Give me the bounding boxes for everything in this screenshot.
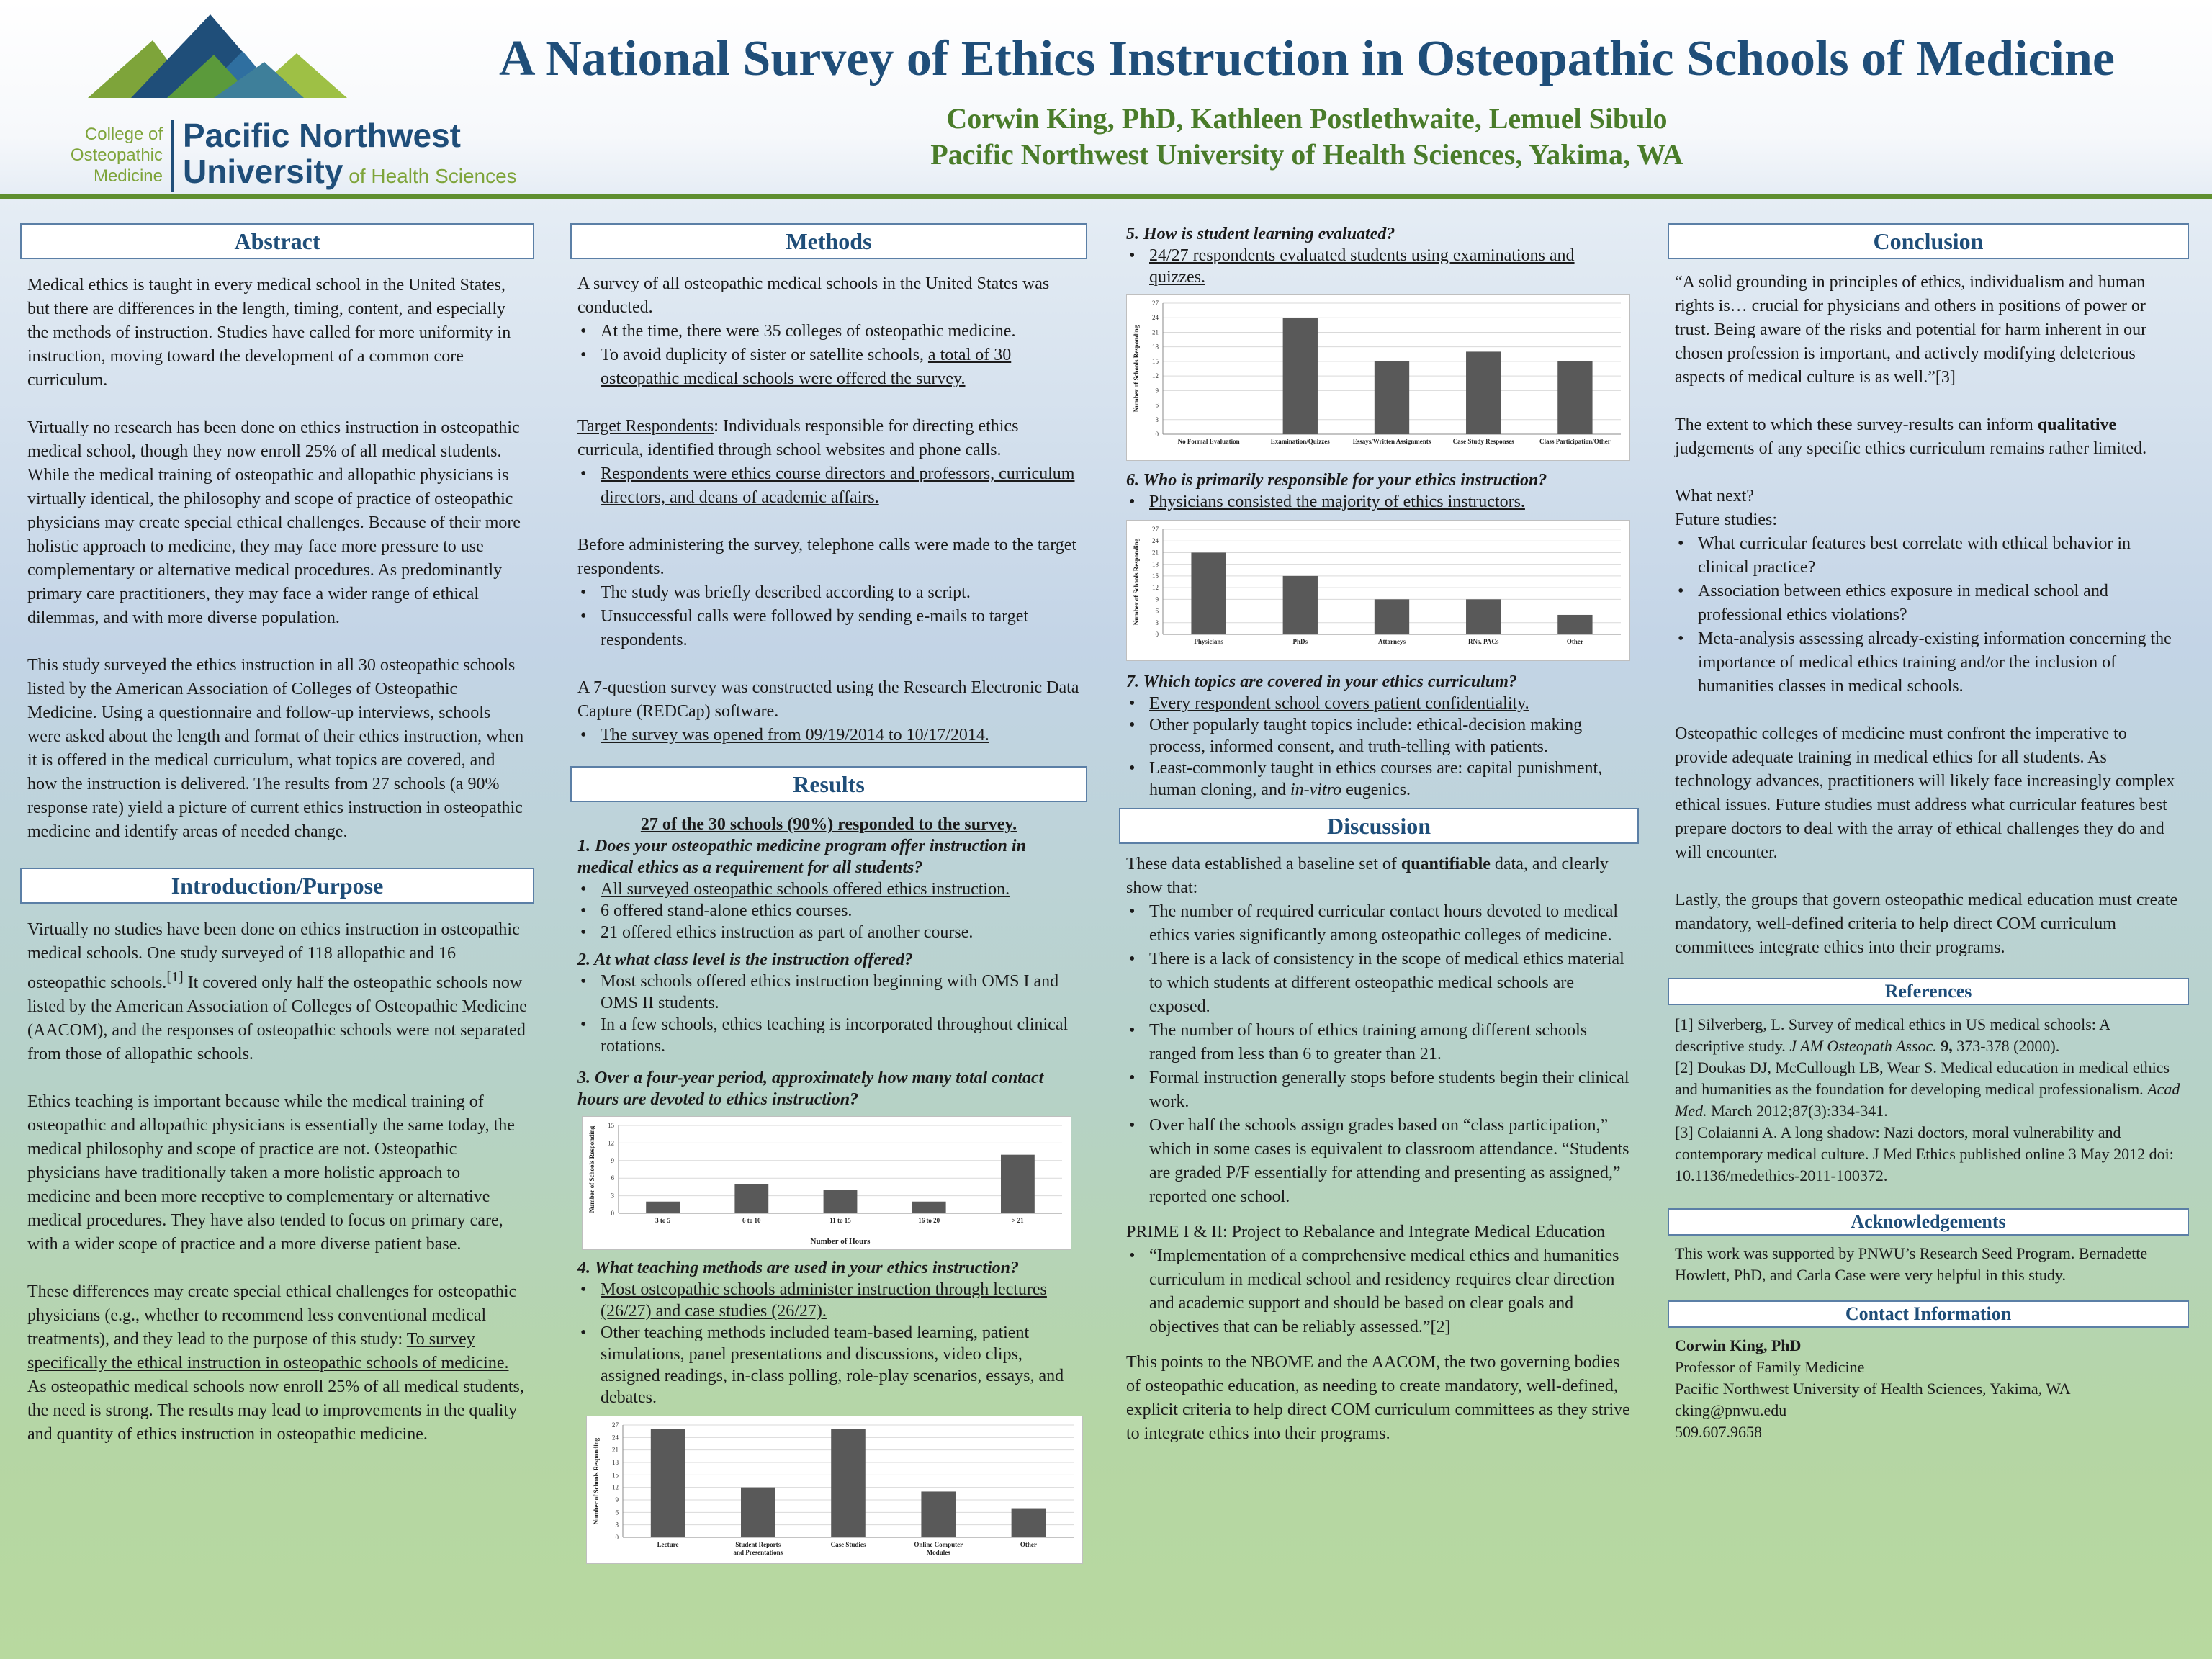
bar	[1001, 1155, 1035, 1213]
y-tick-label: 0	[1155, 631, 1159, 638]
x-tick-label: Other	[1566, 638, 1583, 645]
conclusion-next: What next?	[1675, 487, 1754, 505]
x-tick-label: Online Computer	[914, 1541, 963, 1548]
y-tick-label: 15	[608, 1122, 614, 1129]
y-tick-label: 21	[1152, 328, 1159, 336]
bar	[921, 1491, 956, 1537]
x-tick-label: Case Studies	[830, 1541, 866, 1548]
future-study-bullet: • Association between ethics exposure in medical school and professional ethics violations?	[1675, 580, 2182, 627]
logo-name-line1: Pacific Northwest	[183, 117, 461, 154]
y-tick-label: 0	[1155, 431, 1159, 438]
results-list	[1126, 245, 1632, 288]
discussion-body	[1119, 853, 1639, 1446]
question-7: 7. Which topics are covered in your ethics curriculum?	[1126, 673, 1517, 691]
conclusion-quote: “A solid grounding in principles of ethics, individualism and human rights is… crucial for physicians and others in positions of power or trust. Being aware of the risks and potential for harm inherent in our chosen profession is important, and actively modifying deleterious aspects of medical culture is as well.”[3]	[1675, 273, 2147, 387]
abstract-heading: Abstract	[20, 223, 534, 259]
future-study-bullet: • What curricular features best correlate with ethical behavior in clinical practice?	[1675, 532, 2182, 580]
y-tick-label: 6	[615, 1509, 619, 1516]
y-tick-label: 12	[608, 1139, 614, 1147]
citation-marker: [1]	[166, 969, 184, 985]
discussion-heading: Discussion	[1119, 808, 1639, 844]
methods-list	[577, 462, 1080, 510]
teaching-methods-chart	[586, 1416, 1083, 1564]
y-tick-label: 18	[1152, 560, 1159, 568]
results-list	[1126, 693, 1632, 801]
x-tick-label: Examination/Quizzes	[1270, 438, 1330, 445]
logo-university-word: University	[183, 153, 343, 190]
results-bullet: • Other teaching methods included team-based learning, patient simulations, panel presentations and discussions, video clips, assigned readings, in-class polling, role-play scenarios, essays, and debates.	[577, 1322, 1080, 1408]
discussion-bullet: • The number of hours of ethics training among different schools ranged from less than 6 to greater than 21.	[1126, 1019, 1632, 1066]
y-tick-label: 15	[1152, 572, 1159, 580]
bar	[1375, 361, 1409, 434]
bar	[912, 1202, 946, 1213]
poster-authors	[648, 101, 1966, 173]
intro-paragraph: Ethics teaching is important because while the medical training of osteopathic and allopathic physicians is essentially the same today, the medical philosophy and scope of practice are not. Osteopathic physicians have traditionally taken a more holistic approach to medicine and been more receptive to complementary or alternative medical procedures. They have also tended to focus on primary care, with a wider scope of practice and a more diverse patient base.	[27, 1092, 515, 1254]
question-2: 2. At what class level is the instruction offered?	[577, 950, 914, 969]
y-tick-label: 12	[612, 1483, 619, 1491]
column-1	[20, 223, 534, 1470]
study-purpose: To survey specifically the ethical instruction in osteopathic schools of medicine.	[27, 1330, 509, 1372]
question-3: 3. Over a four-year period, approximately how many total contact hours are devoted to ethics instruction?	[577, 1069, 1044, 1109]
reference-text: 373-378 (2000).	[1952, 1037, 2060, 1055]
bar	[1012, 1509, 1046, 1537]
y-tick-label: 12	[1152, 372, 1159, 380]
y-tick-label: 24	[1152, 314, 1159, 322]
conclusion-future: Future studies:	[1675, 511, 1777, 529]
question-1: 1. Does your osteopathic medicine program offer instruction in medical ethics as a requirement for all students?	[577, 837, 1026, 877]
discussion-list	[1126, 900, 1632, 1209]
methods-bullet: • At the time, there were 35 colleges of osteopathic medicine.	[577, 320, 1080, 343]
logo-name-line2	[183, 153, 517, 199]
discussion-bullet: • Over half the schools assign grades based on “class participation,” which in some cases is equivalent to classroom attendance. “Students are graded P/F essentially for attending and presenting as assigned,” reported one school.	[1126, 1114, 1632, 1209]
x-tick-label: Modules	[926, 1549, 950, 1556]
discussion-bold: quantifiable	[1401, 855, 1491, 873]
x-tick-label: Student Reports	[735, 1541, 781, 1548]
conclusion-paragraph: Osteopathic colleges of medicine must confront the imperative to provide adequate training in medical ethics for all students. As technology advances, practitioners will likely face increasingly complex ethical issues. Future studies must address what curricular features best prepare doctors to deal with the array of ethical challenges they do and will encounter.	[1675, 724, 2175, 862]
target-label: Target Respondents	[577, 417, 714, 436]
target-respondents	[577, 415, 1080, 462]
results-list	[577, 1279, 1080, 1408]
y-tick-label: 9	[615, 1496, 619, 1503]
abstract-paragraph: Medical ethics is taught in every medical school in the United States, but there are differences in the length, timing, content, and especially the methods of instruction. Studies have called for more uniformity in instruction, moving toward the development of a common core curriculum.	[27, 276, 511, 390]
results-bullet: • 24/27 respondents evaluated students using examinations and quizzes.	[1126, 245, 1632, 288]
bar	[1466, 599, 1501, 634]
logo-college-line: Medicine	[93, 166, 163, 186]
y-tick-label: 9	[1155, 387, 1159, 395]
conclusion-text: The extent to which these survey-results can inform	[1675, 415, 2038, 434]
y-tick-label: 9	[1155, 595, 1159, 603]
reference-volume: 9,	[1936, 1037, 1953, 1055]
discussion-bullet: • “Implementation of a comprehensive medical ethics and humanities curriculum in medical school and residency requires clear direction and academic support and should be based on clear goals and objectives that can be reliably assessed.”[2]	[1126, 1244, 1632, 1339]
future-studies-list	[1675, 532, 2182, 698]
bar-chart-hours	[583, 1117, 1071, 1249]
discussion-bullet: • The number of required curricular contact hours devoted to medical ethics varies significantly among osteopathic colleges of medicine.	[1126, 900, 1632, 948]
y-tick-label: 6	[1155, 607, 1159, 615]
methods-body	[570, 272, 1087, 747]
methods-paragraph: Before administering the survey, telephone calls were made to the target respondents.	[577, 536, 1077, 578]
reference-journal: J AM Osteopath Assoc.	[1789, 1037, 1937, 1055]
conclusion-text: judgements of any specific ethics curriculum remains rather limited.	[1675, 439, 2147, 458]
contact-body	[1668, 1335, 2189, 1443]
x-tick-label: > 21	[1012, 1217, 1024, 1224]
evaluation-chart	[1126, 294, 1630, 461]
bar	[1466, 351, 1501, 434]
methods-intro: A survey of all osteopathic medical schools in the United States was conducted.	[577, 274, 1050, 317]
methods-bullet: • Respondents were ethics course directors and professors, curriculum directors, and deans of academic affairs.	[577, 462, 1080, 510]
bar-chart-instructors	[1127, 521, 1629, 660]
logo-college-line: College of	[84, 125, 163, 144]
discussion-paragraph: PRIME I & II: Project to Rebalance and Integrate Medical Education	[1126, 1223, 1606, 1241]
bar	[831, 1429, 866, 1537]
methods-list	[577, 581, 1080, 652]
y-tick-label: 3	[611, 1192, 614, 1200]
results-bullet: • Other popularly taught topics include: ethical-decision making process, informed consent, and truth-telling with patients.	[1126, 714, 1632, 757]
instructors-chart	[1126, 520, 1630, 661]
y-axis-label: Number of Schools Responding	[593, 1437, 600, 1525]
reference-journal: Acad Med.	[1675, 1080, 2180, 1120]
column-2	[570, 223, 1087, 1564]
logo-college-text	[55, 124, 163, 186]
reference-1	[1675, 1014, 2182, 1057]
results-list	[1126, 491, 1632, 513]
bar	[646, 1202, 680, 1213]
response-rate: 27 of the 30 schools (90%) responded to the survey.	[640, 815, 1017, 834]
conclusion-heading: Conclusion	[1668, 223, 2189, 259]
contact-organization: Pacific Northwest University of Health Sciences, Yakima, WA	[1675, 1380, 2071, 1398]
y-tick-label: 6	[1155, 401, 1159, 409]
methods-list	[577, 724, 1080, 747]
discussion-text: These data established a baseline set of	[1126, 855, 1401, 873]
methods-bullet	[577, 343, 1080, 391]
y-axis-label: Number of Schools Responding	[588, 1125, 595, 1213]
bar	[1375, 599, 1409, 634]
x-tick-label: Lecture	[657, 1541, 679, 1548]
results-bullet	[1126, 757, 1632, 801]
methods-bullet: • The study was briefly described according to a script.	[577, 581, 1080, 605]
x-tick-label: Class Participation/Other	[1539, 438, 1611, 445]
introduction-body	[20, 918, 534, 1447]
y-tick-label: 0	[615, 1534, 619, 1541]
introduction-heading: Introduction/Purpose	[20, 868, 534, 904]
bar	[1283, 318, 1318, 434]
discussion-text: data, and clearly show that:	[1126, 855, 1609, 897]
y-tick-label: 21	[1152, 549, 1159, 557]
conclusion-bold: qualitative	[2037, 415, 2117, 434]
results-list	[577, 971, 1080, 1057]
x-tick-label: Case Study Responses	[1452, 438, 1514, 445]
y-tick-label: 21	[612, 1446, 619, 1454]
y-tick-label: 3	[1155, 415, 1159, 423]
future-study-bullet: • Meta-analysis assessing already-existing information concerning the importance of medical ethics training and/or the inclusion of humanities classes in medical schools.	[1675, 627, 2182, 698]
column-4	[1668, 223, 2189, 1443]
y-tick-label: 12	[1152, 584, 1159, 592]
methods-list	[577, 320, 1080, 391]
mountains-logo-icon	[88, 12, 347, 105]
reference-text: [2] Doukas DJ, McCullough LB, Wear S. Medical education in medical ethics and humanities as the foundation for developing medical professionalism.	[1675, 1058, 2170, 1098]
target-text: : Individuals responsible for directing ethics curricula, identified through school websites and phone calls.	[577, 417, 1019, 459]
results-italic: in-vitro	[1290, 781, 1342, 799]
y-tick-label: 27	[612, 1421, 619, 1429]
abstract-paragraph: Virtually no research has been done on ethics instruction in osteopathic medical school, though they now enroll 25% of all medical students. While the medical training of osteopathic and allopathic physicians is virtually identical, the philosophy and scope of practice of osteopathic physicians may create special ethical challenges. Because of their more holistic approach to medicine, they may face more pressure to use complementary or alternative medical procedures. As predominantly primary care practitioners, they may face a wider range of ethical dilemmas, and with more diverse population.	[27, 418, 521, 627]
bar	[824, 1190, 858, 1213]
y-tick-label: 6	[611, 1174, 614, 1182]
conclusion-paragraph: Lastly, the groups that govern osteopathic medical education must create mandatory, well-defined criteria to help direct COM curriculum committees integrate ethics into their programs.	[1675, 891, 2178, 957]
results-text: eugenics.	[1341, 781, 1411, 799]
acknowledgements-heading: Acknowledgements	[1668, 1208, 2189, 1236]
reference-text: [1] Silverberg, L. Survey of medical ethics in US medical schools: A descriptive study.	[1675, 1015, 2110, 1055]
y-tick-label: 18	[1152, 343, 1159, 351]
y-tick-label: 24	[612, 1434, 619, 1442]
y-tick-label: 0	[611, 1210, 614, 1217]
results-bullet: • Most schools offered ethics instruction beginning with OMS I and OMS II students.	[577, 971, 1080, 1014]
y-tick-label: 24	[1152, 537, 1159, 545]
question-6: 6. Who is primarily responsible for your ethics instruction?	[1126, 471, 1547, 490]
intro-text: These differences may create special ethical challenges for osteopathic physicians (e.g., whether to recommend less conventional medical treatments), and they lead to the purpose of this study:	[27, 1282, 517, 1349]
poster-title: A National Survey of Ethics Instruction in Osteopathic Schools of Medicine	[499, 31, 2115, 86]
bar	[741, 1488, 775, 1537]
author-names: Corwin King, PhD, Kathleen Postlethwaite, Lemuel Sibulo	[946, 102, 1668, 135]
y-axis-label: Number of Schools Responding	[1133, 538, 1140, 626]
column-3	[1119, 223, 1639, 1446]
question-4: 4. What teaching methods are used in your ethics instruction?	[577, 1259, 1019, 1277]
results-continued	[1119, 223, 1639, 801]
conclusion-paragraph	[1675, 413, 2182, 461]
bar	[734, 1184, 768, 1213]
methods-bullet: • Unsuccessful calls were followed by sending e-mails to target respondents.	[577, 605, 1080, 652]
x-tick-label: RNs, PACs	[1468, 638, 1499, 645]
results-bullet: • 21 offered ethics instruction as part of another course.	[577, 922, 1080, 943]
y-tick-label: 3	[615, 1521, 619, 1529]
x-tick-label: and Presentations	[733, 1549, 783, 1556]
contact-hours-chart	[582, 1116, 1071, 1250]
x-tick-label: Attorneys	[1378, 638, 1406, 645]
x-tick-label: Physicians	[1194, 638, 1223, 645]
discussion-list	[1126, 1244, 1632, 1339]
intro-text: Virtually no studies have been done on ethics instruction in osteopathic medical schools. One study surveyed of 118 allopathic and 16 osteopathic schools.	[27, 920, 520, 992]
abstract-paragraph: This study surveyed the ethics instruction in all 30 osteopathic schools listed by the American Association of Colleges of Osteopathic Medicine. Using a questionnaire and follow-up interviews, schools were asked about the length and format of their ethics instruction, when it is offered in the medical curriculum, what topics are covered, and how the instruction is delivered. The results from 27 schools (a 90% response rate) yield a picture of current ethics instruction in osteopathic medicine and identify areas of needed change.	[27, 656, 524, 841]
methods-paragraph: A 7-question survey was constructed using the Research Electronic Data Capture (REDCap) software.	[577, 678, 1079, 721]
x-tick-label: Essays/Written Assignments	[1352, 438, 1431, 445]
x-tick-label: 6 to 10	[742, 1217, 761, 1224]
bar	[1283, 576, 1318, 634]
x-tick-label: 16 to 20	[918, 1217, 940, 1224]
y-tick-label: 3	[1155, 619, 1159, 626]
bar	[651, 1429, 685, 1537]
results-bullet: • All surveyed osteopathic schools offered ethics instruction.	[577, 878, 1080, 900]
acknowledgements-body: This work was supported by PNWU’s Research Seed Program. Bernadette Howlett, PhD, and Carla Case were very helpful in this study.	[1675, 1244, 2148, 1284]
x-axis-label: Number of Hours	[810, 1237, 871, 1246]
x-tick-label: PhDs	[1292, 638, 1308, 645]
methods-emphasis: a total of 30 osteopathic medical schools were offered the survey.	[601, 346, 1012, 388]
question-5: 5. How is student learning evaluated?	[1126, 225, 1395, 243]
logo-divider	[171, 120, 174, 192]
y-tick-label: 27	[1152, 300, 1159, 307]
discussion-intro	[1126, 853, 1632, 900]
discussion-bullet: • There is a lack of consistency in the scope of medical ethics material to which students at different osteopathic medical schools are exposed.	[1126, 948, 1632, 1019]
results-list	[577, 878, 1080, 943]
discussion-paragraph: This points to the NBOME and the AACOM, the two governing bodies of osteopathic education, as needing to create mandatory, well-defined, explicit criteria to help direct COM curriculum committees as they strive to integrate ethics into their programs.	[1126, 1353, 1630, 1443]
contact-title: Professor of Family Medicine	[1675, 1358, 1865, 1376]
results-bullet: • Every respondent school covers patient confidentiality.	[1126, 693, 1632, 714]
x-tick-label: 3 to 5	[655, 1217, 671, 1224]
author-affiliation: Pacific Northwest University of Health Sciences, Yakima, WA	[930, 138, 1683, 171]
bar	[1557, 615, 1592, 634]
references-heading: References	[1668, 978, 2189, 1005]
methods-bullet: • The survey was opened from 09/19/2014 to 10/17/2014.	[577, 724, 1080, 747]
conclusion-body	[1668, 271, 2189, 960]
y-tick-label: 27	[1152, 526, 1159, 533]
y-axis-label: Number of Schools Responding	[1133, 325, 1140, 413]
results-text: Least-commonly taught in ethics courses are: capital punishment, human cloning, and	[1149, 759, 1603, 799]
contact-email[interactable]: cking@pnwu.edu	[1675, 1401, 1787, 1419]
bar-chart-evaluation	[1127, 295, 1629, 460]
intro-paragraph	[27, 918, 527, 1066]
reference-text: March 2012;87(3):334-341.	[1707, 1102, 1888, 1120]
contact-heading: Contact Information	[1668, 1300, 2189, 1328]
results-bullet: • 6 offered stand-alone ethics courses.	[577, 900, 1080, 922]
results-heading: Results	[570, 766, 1087, 802]
poster-header	[0, 0, 2212, 199]
contact-phone: 509.607.9658	[1675, 1423, 1762, 1441]
methods-heading: Methods	[570, 223, 1087, 259]
results-bullet: • Physicians consisted the majority of ethics instructors.	[1126, 491, 1632, 513]
results-bullet: • Most osteopathic schools administer instruction through lectures (26/27) and case studies (26/27).	[577, 1279, 1080, 1322]
y-tick-label: 15	[612, 1471, 619, 1479]
y-tick-label: 18	[612, 1459, 619, 1466]
logo-health-sciences: of Health Sciences	[343, 165, 517, 187]
y-tick-label: 9	[611, 1156, 614, 1164]
y-tick-label: 15	[1152, 357, 1159, 365]
methods-text: To avoid duplicity of sister or satellite schools,	[601, 346, 928, 364]
x-tick-label: No Formal Evaluation	[1177, 438, 1240, 445]
x-tick-label: Other	[1020, 1541, 1037, 1548]
results-bullet: • In a few schools, ethics teaching is incorporated throughout clinical rotations.	[577, 1014, 1080, 1057]
bar	[1557, 361, 1592, 434]
bar-chart-methods	[587, 1416, 1082, 1563]
bar	[1191, 552, 1226, 634]
references-body	[1668, 1014, 2189, 1187]
reference-2	[1675, 1057, 2182, 1122]
results-body	[570, 814, 1087, 1564]
contact-name: Corwin King, PhD	[1675, 1336, 1802, 1354]
intro-paragraph	[27, 1280, 527, 1447]
abstract-body	[20, 274, 534, 844]
reference-3: [3] Colaianni A. A long shadow: Nazi doctors, moral vulnerability and contemporary medical culture. J Med Ethics published online 3 May 2012 doi: 10.1136/medethics-2011-100372.	[1675, 1123, 2174, 1184]
discussion-bullet: • Formal instruction generally stops before students begin their clinical work.	[1126, 1066, 1632, 1114]
intro-text: As osteopathic medical schools now enroll 25% of all medical students, the need is strong. The results may lead to improvements in the quality and quantity of ethics instruction in osteopathic medicine.	[27, 1377, 524, 1444]
x-tick-label: 11 to 15	[830, 1217, 851, 1224]
logo-college-line: Osteopathic	[70, 145, 163, 165]
intro-text: It covered only half the osteopathic schools now listed by the American Association of Colleges of Osteopathic Medicine (AACOM), and the responses of osteopathic schools were not separated from those of allopathic schools.	[27, 974, 527, 1064]
